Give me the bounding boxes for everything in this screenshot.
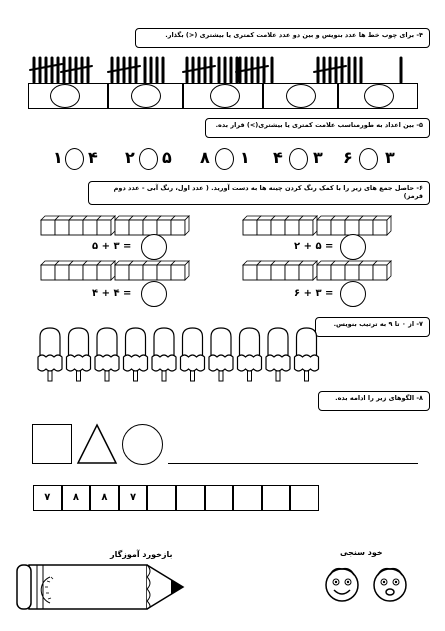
sequence-cell: ۷ [119, 485, 148, 511]
cube-strip[interactable] [40, 260, 118, 282]
addition-expression: ۲ + ۵ = [294, 241, 334, 252]
compare-oval[interactable] [286, 84, 316, 108]
popsicle[interactable] [95, 328, 119, 381]
cube-strip[interactable] [316, 260, 394, 282]
q6-instruction-box [88, 181, 430, 205]
pattern-continue-line[interactable] [168, 463, 418, 464]
pair-right: ۴ [88, 148, 98, 167]
sequence-cell: ۸ [90, 485, 119, 511]
cube-strip[interactable] [242, 260, 320, 282]
sequence-cell[interactable] [290, 485, 319, 511]
compare-oval[interactable] [65, 148, 84, 170]
popsicle[interactable] [124, 328, 148, 381]
sequence-cell[interactable] [262, 485, 291, 511]
pair-left: ۴ [273, 148, 283, 167]
sequence-cell[interactable] [147, 485, 176, 511]
q8-instruction: ۸- الگوهای زیر را ادامه بده. [335, 394, 423, 402]
compare-oval[interactable] [215, 148, 234, 170]
smiley-face-icon [322, 565, 362, 605]
triangle-shape [77, 424, 117, 464]
self-assessment-label: خود سنجی [340, 548, 383, 557]
addition-expression: ۶ + ۳ = [294, 288, 334, 299]
addition-expression: ۴ + ۴ = [92, 288, 132, 299]
popsicle[interactable] [238, 328, 262, 381]
q5-instruction: ۵- بین اعداد به طورمناسب علامت کمتری یا بیشتری(>) قرار بده. [215, 121, 423, 129]
compare-oval[interactable] [131, 84, 161, 108]
pair-left: ۲ [125, 148, 135, 167]
neutral-face-icon [370, 565, 410, 605]
sequence-cell: ۷ [33, 485, 62, 511]
compare-oval[interactable] [364, 84, 394, 108]
sequence-cell[interactable] [176, 485, 205, 511]
q6-instruction: ۶- حاصل جمع های زیر را با کمک رنگ کردن چینه ها به دست آورید. ( عدد اول، رنگ آبی - عدد دوم قرمز) [113, 184, 423, 200]
sequence-cell[interactable] [233, 485, 262, 511]
pair-right: ۱ [240, 148, 250, 167]
pair-right: ۵ [162, 148, 172, 167]
popsicle[interactable] [181, 328, 205, 381]
square-shape [32, 424, 72, 464]
teacher-feedback-label: بازخورد آموزگار [110, 550, 173, 559]
sequence-cell: ۸ [62, 485, 91, 511]
popsicle[interactable] [295, 328, 319, 381]
compare-oval[interactable] [50, 84, 80, 108]
popsicle[interactable] [266, 328, 290, 381]
sequence-cell[interactable] [205, 485, 234, 511]
cube-strip[interactable] [40, 215, 118, 237]
pair-right: ۳ [385, 148, 395, 167]
compare-oval[interactable] [359, 148, 378, 170]
q8-instruction-box [318, 391, 430, 411]
pair-left: ۱ [53, 148, 63, 167]
popsicle[interactable] [209, 328, 233, 381]
answer-oval[interactable] [340, 281, 366, 307]
circle-shape [122, 424, 163, 465]
popsicle[interactable] [67, 328, 91, 381]
addition-expression: ۵ + ۳ = [92, 241, 132, 252]
compare-oval[interactable] [210, 84, 240, 108]
answer-oval[interactable] [141, 281, 167, 307]
answer-oval[interactable] [141, 234, 167, 260]
cube-strip[interactable] [114, 260, 192, 282]
q7-instruction: ۷- از ۰ تا ۹ به ترتیب بنویس. [333, 320, 423, 328]
popsicle[interactable] [38, 328, 62, 381]
cube-strip[interactable] [242, 215, 320, 237]
pencil-feedback-icon [15, 563, 190, 613]
q5-instruction-box [205, 118, 430, 138]
answer-oval[interactable] [340, 234, 366, 260]
compare-oval[interactable] [289, 148, 308, 170]
pair-left: ۸ [200, 148, 210, 167]
popsicle[interactable] [152, 328, 176, 381]
compare-oval[interactable] [139, 148, 158, 170]
pair-right: ۳ [313, 148, 323, 167]
pair-left: ۶ [343, 148, 353, 167]
q4-instruction: ۴- برای چوب خط ها عدد بنویس و بین دو عدد علامت کمتری یا بیشتری (<) بگذار. [165, 31, 423, 39]
